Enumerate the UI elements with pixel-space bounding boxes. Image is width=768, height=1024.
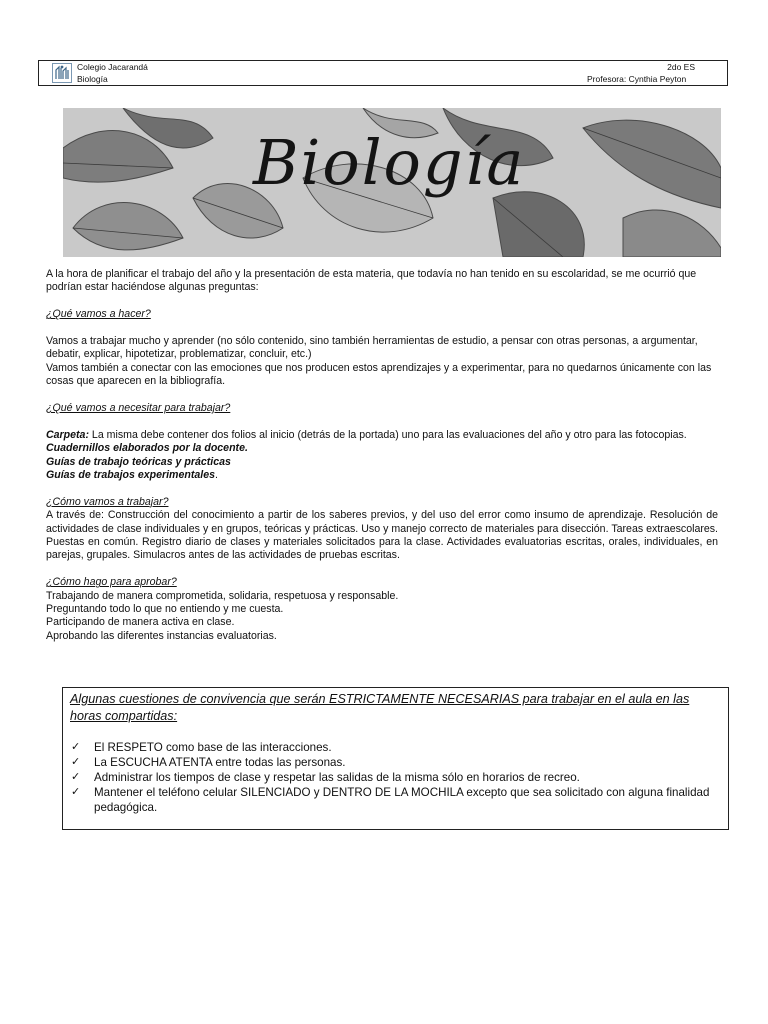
heading-que-vamos-a-necesitar: ¿Qué vamos a necesitar para trabajar? xyxy=(46,402,231,415)
school-name: Colegio Jacarandá xyxy=(77,62,148,72)
rule-item: ✓ Mantener el teléfono celular SILENCIADO y DENTRO DE LA MOCHILA excepto que sea solicitado con alguna finalidad pedagógica. xyxy=(71,786,710,814)
material-cuadernillos: Cuadernillos elaborados por la docente. xyxy=(46,442,248,455)
main-content xyxy=(46,268,718,643)
paragraph-emociones: Vamos también a conectar con las emociones que nos producen estos aprendizajes y a experimentar, para no quedarnos únicamente con las cosas que aparecen en la bibliografía. xyxy=(46,361,712,388)
rule-item: ✓ El RESPETO como base de las interacciones. xyxy=(71,741,332,754)
course-label: 2do ES xyxy=(667,62,695,72)
checkmark-icon: ✓ xyxy=(71,741,81,753)
carpeta-label: Carpeta: xyxy=(46,428,89,441)
teacher-name: Profesora: Cynthia Peyton xyxy=(587,73,687,84)
banner-image xyxy=(63,108,721,257)
checkmark-icon: ✓ xyxy=(71,771,81,783)
rules-box xyxy=(62,687,729,830)
checkmark-icon: ✓ xyxy=(71,786,81,798)
intro-paragraph: A la hora de planificar el trabajo del año y la presentación de esta materia, que todavía no han tenido en su escolaridad, se me ocurrió que podrían estar haciéndose algunas preguntas: xyxy=(46,268,697,294)
material-guias-experimentales: Guías de trabajos experimentales. xyxy=(46,469,218,482)
aprobar-line: Trabajando de manera comprometida, solidaria, respetuosa y responsable. xyxy=(46,589,399,602)
carpeta-paragraph xyxy=(46,429,718,442)
carpeta-text: La misma debe contener dos folios al inicio (detrás de la portada) uno para las evaluaciones del año y otro para las fotocopias. xyxy=(88,428,687,441)
heading-como-hago-para-aprobar: ¿Cómo hago para aprobar? xyxy=(46,576,177,589)
school-logo-icon xyxy=(52,63,72,83)
aprobar-line: Participando de manera activa en clase. xyxy=(46,616,235,629)
aprobar-line: Aprobando las diferentes instancias evaluatorias. xyxy=(46,629,277,642)
document-header xyxy=(38,60,728,86)
aprobar-line: Preguntando todo lo que no entiendo y me cuesta. xyxy=(46,603,284,616)
subject-name: Biología xyxy=(77,73,108,84)
heading-como-vamos-a-trabajar: ¿Cómo vamos a trabajar? xyxy=(46,495,169,508)
checkmark-icon: ✓ xyxy=(71,756,81,768)
rules-list xyxy=(71,740,721,815)
rules-title: Algunas cuestiones de convivencia que serán ESTRICTAMENTE NECESARIAS para trabajar en el aula en las horas compartidas: xyxy=(70,692,690,723)
heading-que-vamos-a-hacer: ¿Qué vamos a hacer? xyxy=(46,308,151,321)
banner-title: Biología xyxy=(253,126,526,199)
paragraph-metodologia: A través de: Construcción del conocimiento a partir de los saberes previos, y del uso del error como insumo de aprendizaje. Resolución de actividades de clase individuales y en grupos, teóricas y prácticas. Uso y manejo correcto de materiales para disección. Tareas extraescolares. Puestas en común. Registro diario de clases y materiales solicitados para la clase. Actividades evaluatorias escritas, orales, individuales, en parejas, grupales. Simulacros antes de las actividades de pruebas escritas. xyxy=(46,509,718,562)
rule-item: ✓ Administrar los tiempos de clase y respetar las salidas de la misma sólo en horarios de recreo. xyxy=(71,771,580,784)
rule-item: ✓ La ESCUCHA ATENTA entre todas las personas. xyxy=(71,756,346,769)
paragraph-trabajar: Vamos a trabajar mucho y aprender (no sólo contenido, sino también herramientas de estudio, a pensar con otras personas, a argumentar, debatir, explicar, hipotetizar, problematizar, concluir, etc.) xyxy=(46,335,698,361)
material-guias-teoricas: Guías de trabajo teóricas y prácticas xyxy=(46,455,231,468)
